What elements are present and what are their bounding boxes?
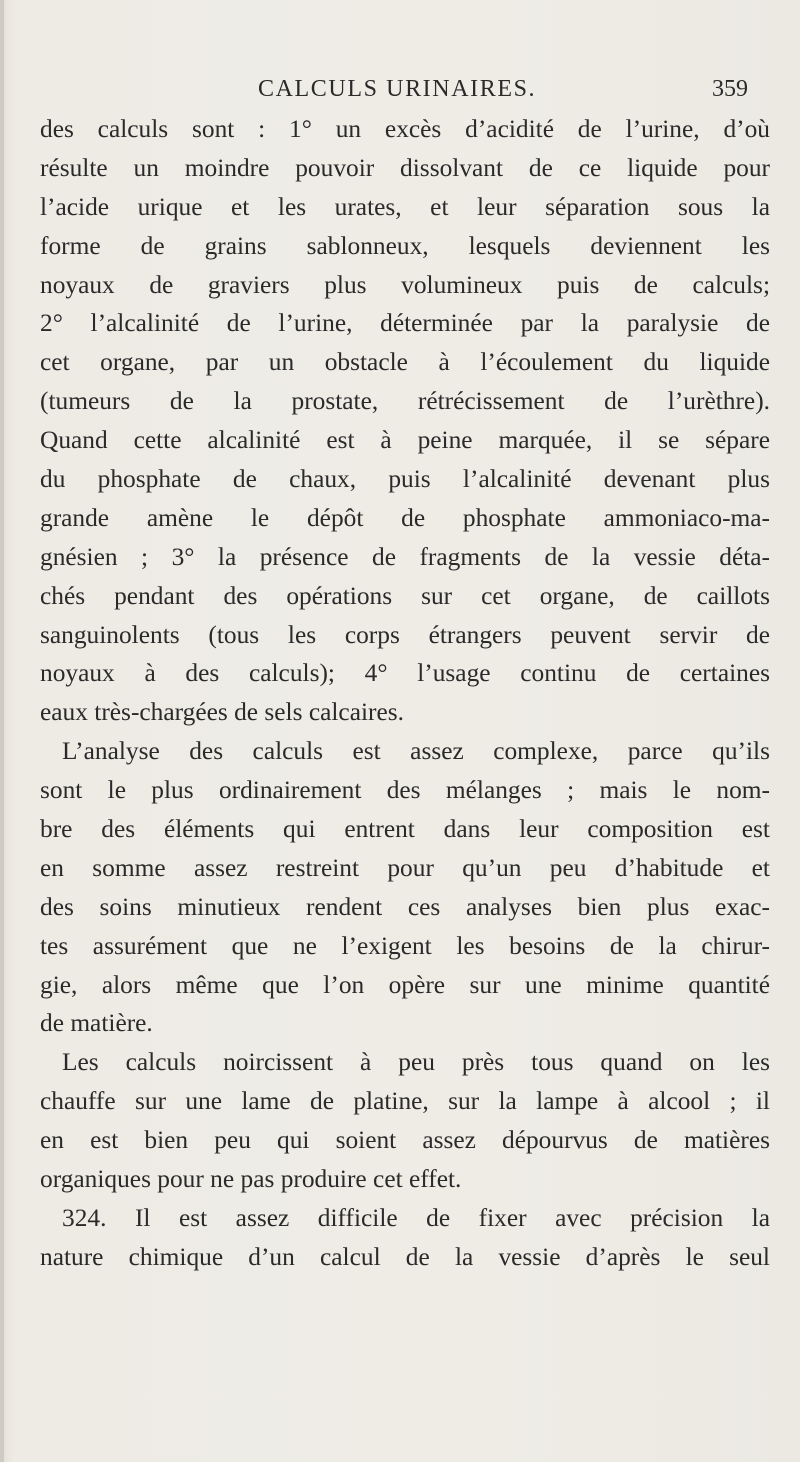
text-line: 2° l’alcalinité de l’urine, déterminée par la paralysie de [40,309,770,338]
text-line: bre des éléments qui entrent dans leur composition est [40,815,770,844]
text-line: Quand cette alcalinité est à peine marquée, il se sépare [40,426,770,455]
text-line: noyaux de graviers plus volumineux puis de calculs; [40,270,770,299]
text-line: Les calculs noircissent à peu près tous quand on les [62,1048,770,1077]
text-line: sanguinolents (tous les corps étrangers peuvent servir de [40,620,770,649]
page-binding-edge [0,0,4,1462]
text-line: du phosphate de chaux, puis l’alcalinité devenant plus [40,465,770,494]
text-line: l’acide urique et les urates, et leur séparation sous la [40,192,770,221]
text-line: grande amène le dépôt de phosphate ammoniaco-ma- [40,503,770,532]
text-line: 324. Il est assez difficile de fixer avec précision la [62,1203,770,1232]
text-line: eaux très-chargées de sels calcaires. [40,698,404,727]
text-line: tes assurément que ne l’exigent les besoins de la chirur- [40,931,770,960]
header-title: CALCULS URINAIRES. [258,76,537,102]
text-line: forme de grains sablonneux, lesquels deviennent les [40,231,770,260]
text-line: en somme assez restreint pour qu’un peu d’habitude et [40,853,770,882]
text-line: en est bien peu qui soient assez dépourvus de matières [40,1126,770,1155]
text-line: des soins minutieux rendent ces analyses bien plus exac- [40,892,770,921]
running-header [0,74,800,104]
page-number: 359 [712,76,748,102]
text-line: résulte un moindre pouvoir dissolvant de ce liquide pour [40,153,770,182]
text-line: cet organe, par un obstacle à l’écoulement du liquide [40,348,770,377]
text-line: (tumeurs de la prostate, rétrécissement de l’urèthre). [40,387,770,416]
text-line: gie, alors même que l’on opère sur une minime quantité [40,970,770,999]
text-line: des calculs sont : 1° un excès d’acidité de l’urine, d’où [40,115,770,143]
text-line: nature chimique d’un calcul de la vessie d’après le seul [40,1242,770,1271]
text-line: organiques pour ne pas produire cet effet. [40,1165,462,1194]
text-line: L’analyse des calculs est assez complexe, parce qu’ils [62,737,770,766]
text-line: de matière. [40,1009,153,1038]
text-line: gnésien ; 3° la présence de fragments de la vessie déta- [40,542,770,571]
text-line: noyaux à des calculs); 4° l’usage continu de certaines [40,659,770,688]
text-line: chauffe sur une lame de platine, sur la lampe à alcool ; il [40,1087,770,1116]
text-line: sont le plus ordinairement des mélanges ; mais le nom- [40,776,770,805]
text-line: chés pendant des opérations sur cet organe, de caillots [40,581,770,610]
body-text [40,110,770,1277]
